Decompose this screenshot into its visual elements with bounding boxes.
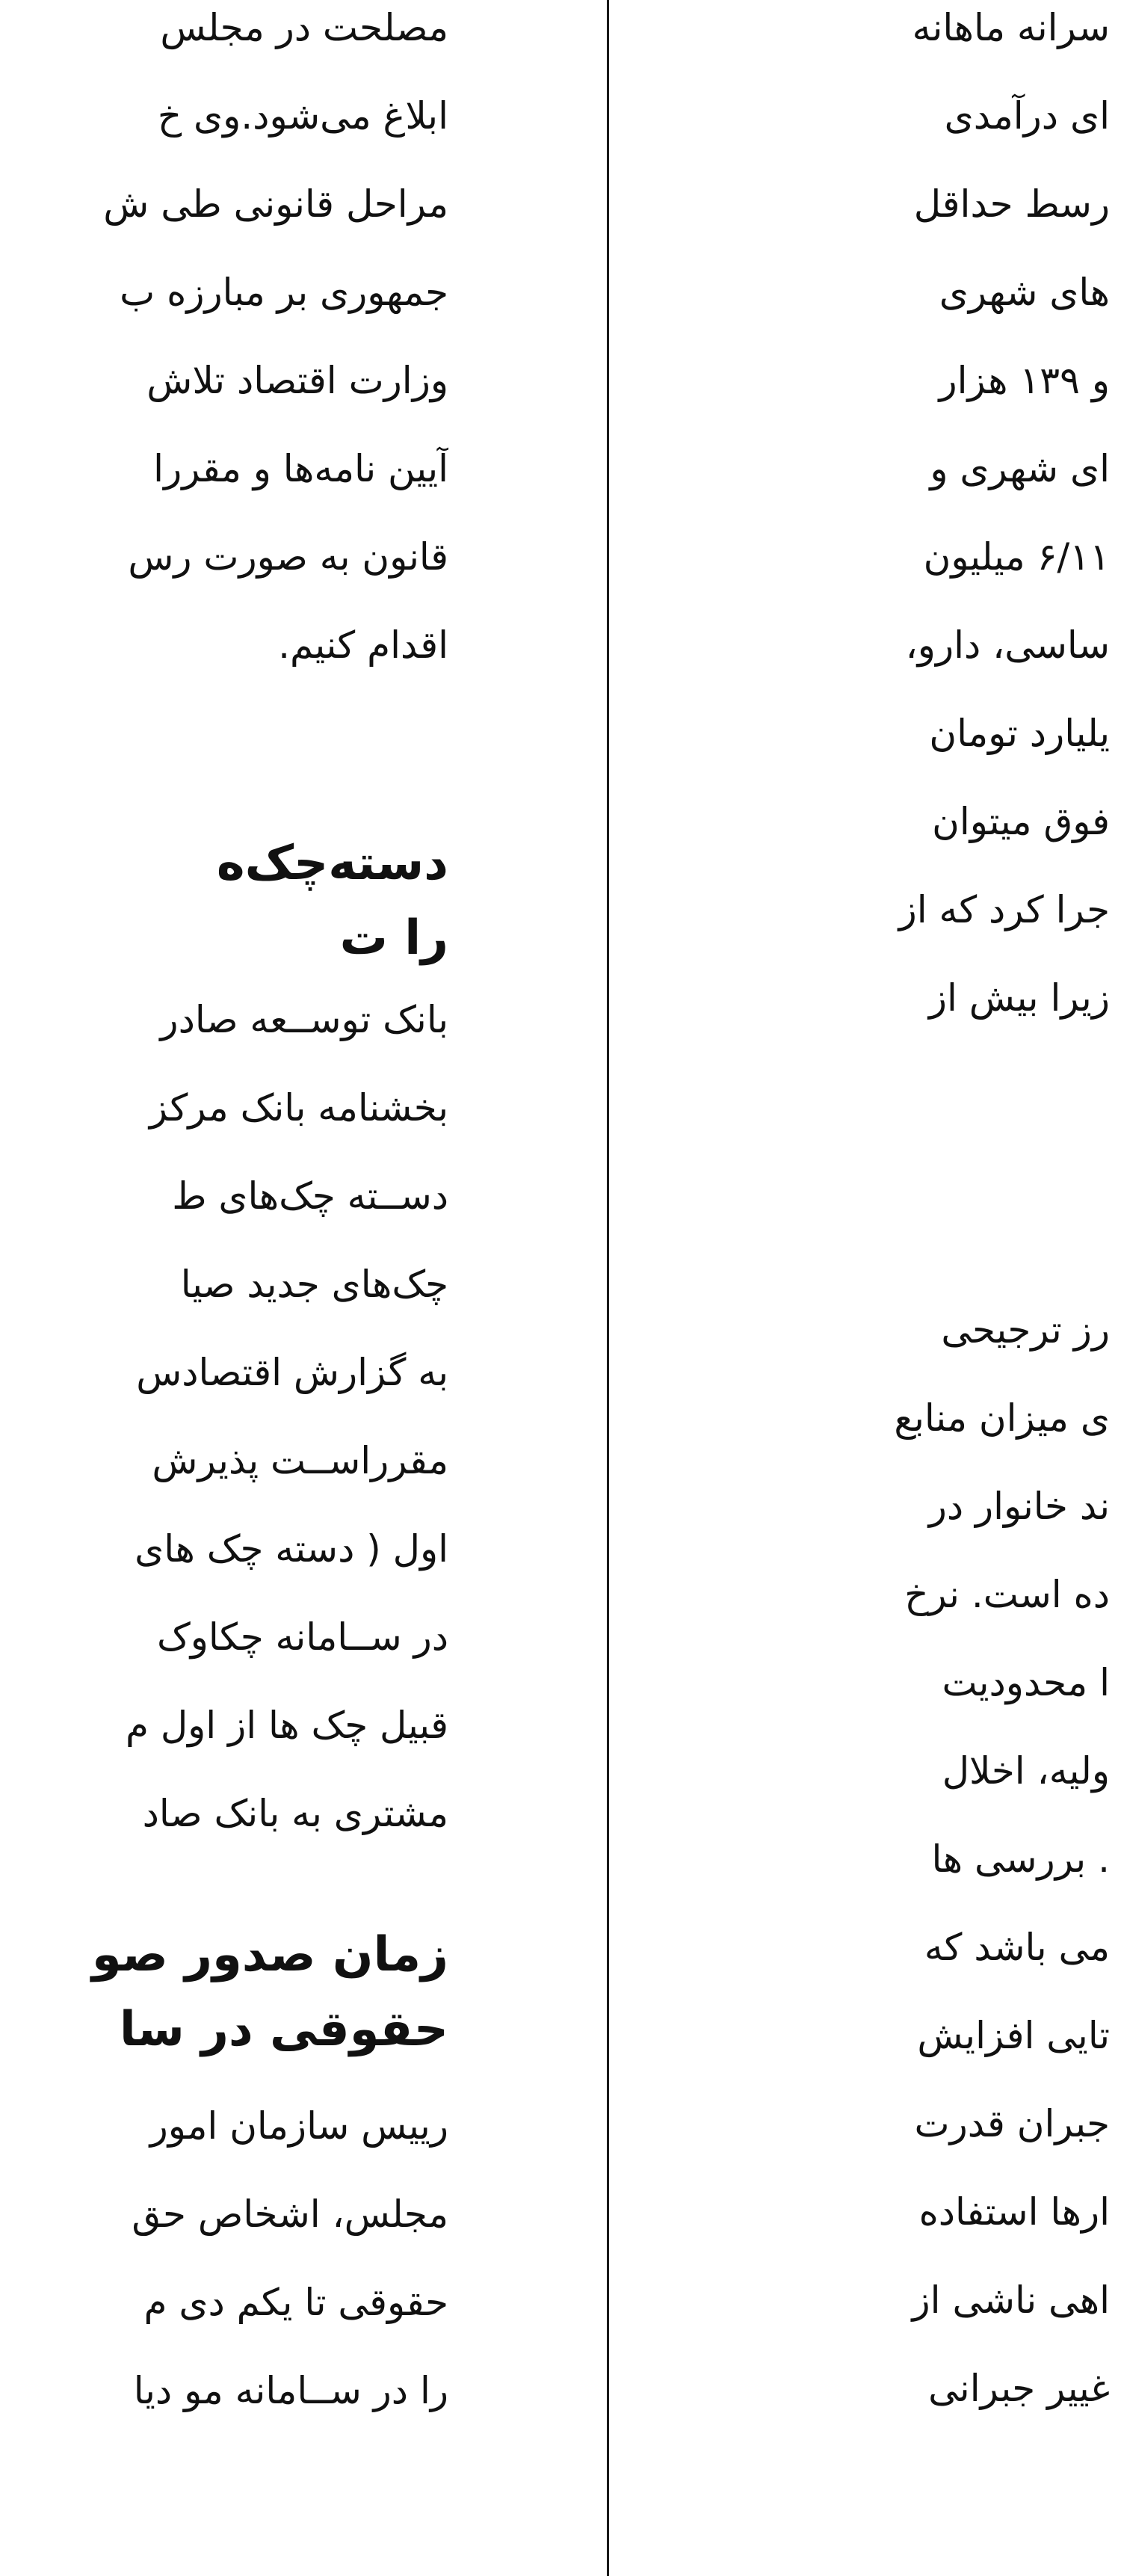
text-line: مراحل قانونی طی ش (103, 182, 448, 226)
headline-line: دسته‌چک‌ه (216, 836, 448, 891)
text-line: غییر جبرانی (928, 2367, 1110, 2410)
text-line: ۶/۱۱ میلیون (923, 535, 1110, 579)
left-paragraph-3 (0, 2082, 448, 2435)
left-headline-1 (0, 826, 448, 976)
text-line: ای درآمدی (944, 94, 1110, 138)
headline-line: را ت (339, 910, 448, 966)
text-line: زیرا بیش از (928, 976, 1110, 1020)
text-line: وزارت اقتصاد تلاش (146, 359, 448, 402)
right-column (646, 0, 1110, 2576)
text-line: مشتری به بانک صاد (142, 1792, 448, 1835)
text-line: ند خانوار در (928, 1485, 1110, 1528)
text-line: آیین نامه‌ها و مقررا (153, 447, 448, 490)
text-line: می باشد که (924, 1926, 1110, 1969)
text-line: قانون به صورت رس (128, 535, 448, 579)
text-line: فوق میتوان (932, 800, 1110, 843)
text-line: اقدام کنیم. (278, 623, 448, 667)
left-column (0, 0, 448, 2576)
text-line: سرانه ماهانه (912, 6, 1110, 49)
text-line: ای شهری و (930, 447, 1110, 490)
headline-line: حقوقی در سا (119, 2002, 448, 2057)
text-line: اهی ناشی از (912, 2278, 1110, 2322)
right-paragraph-1 (646, 0, 1110, 1042)
text-line: رسط حداقل (913, 182, 1110, 226)
text-line: رز ترجیحی (941, 1308, 1110, 1352)
right-paragraph-2 (646, 1286, 1110, 2432)
text-line: چک‌های جدید صیا (180, 1263, 448, 1306)
text-line: تایی افزایش (917, 2014, 1110, 2057)
text-line: های شهری (939, 271, 1110, 314)
text-line: ولیه، اخلال (942, 1749, 1110, 1793)
headline-line: زمان صدور صو (91, 1927, 448, 1982)
text-line: ساسی، دارو، (905, 623, 1110, 667)
text-line: ابلاغ می‌شود.وی خ (157, 94, 448, 138)
text-line: ی میزان منابع (894, 1396, 1110, 1440)
text-line: در ســامانه چکاوک (156, 1615, 448, 1659)
left-paragraph-1 (0, 0, 448, 689)
text-line: مقرراســت پذیرش (152, 1439, 448, 1482)
text-line: ارها استفاده (918, 2190, 1110, 2234)
left-headline-2 (0, 1917, 448, 2067)
text-line: . بررسی ها (931, 1837, 1110, 1881)
text-line: حقوقی تا یکم دی م (143, 2281, 448, 2324)
text-line: بانک توســعه صادر (160, 998, 448, 1041)
left-paragraph-2 (0, 976, 448, 1858)
text-line: اول ( دسته چک های (135, 1527, 448, 1571)
text-line: ا محدودیت (942, 1661, 1110, 1704)
text-line: ده است. نرخ (904, 1573, 1110, 1616)
text-line: یلیارد تومان (929, 712, 1110, 755)
text-line: دســته چک‌های ط (172, 1174, 448, 1218)
text-line: جرا کرد که از (898, 888, 1110, 931)
column-divider (607, 0, 609, 2576)
text-line: جمهوری بر مبارزه ب (120, 271, 448, 314)
text-line: و ۱۳۹ هزار (939, 359, 1110, 402)
text-line: مصلحت در مجلس (160, 6, 448, 49)
text-line: رییس سازمان امور (149, 2104, 448, 2148)
text-line: قبیل چک ها از اول م (125, 1704, 448, 1747)
text-line: جبران قدرت (914, 2102, 1110, 2145)
text-line: مجلس، اشخاص حق (132, 2193, 448, 2236)
text-line: را در ســامانه مو دیا (133, 2369, 448, 2412)
text-line: بخشنامه بانک مرکز (149, 1086, 448, 1130)
text-line: به گزارش اقتصادس (136, 1351, 448, 1394)
